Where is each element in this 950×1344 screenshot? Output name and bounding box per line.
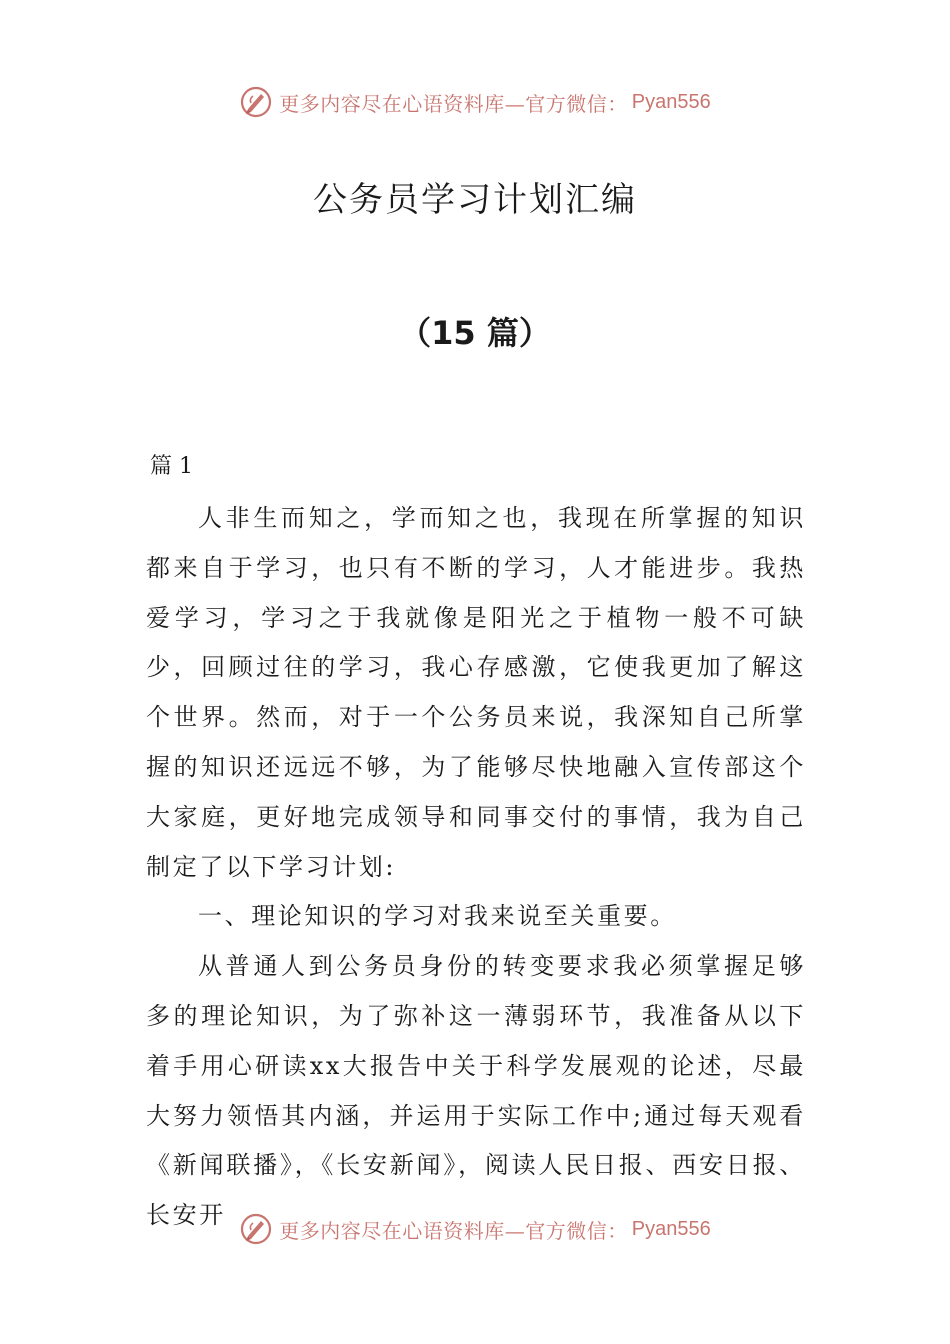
document-subtitle: （15 篇）: [399, 314, 551, 352]
body-paragraph: 从普通人到公务员身份的转变要求我必须掌握足够多的理论知识，为了弥补这一薄弱环节，我准备从以下着手用心研读xx大报告中关于科学发展观的论述，尽最大努力领悟其内涵，并运用于实际工作中;通过每天观看《新闻联播》，《长安新闻》，阅读人民日报、西安日报、长安开: [146, 952, 806, 1230]
body-paragraph: 人非生而知之，学而知之也，我现在所掌握的知识都来自于学习，也只有不断的学习，人才能进步。我热爱学习，学习之于我就像是阳光之于植物一般不可缺少，回顾过往的学习，我心存感激，它使我更加了解这个世界。然而，对于一个公务员来说，我深知自己所掌握的知识还远远不够，为了能够尽快地融入宣传部这个大家庭，更好地完成领导和同事交付的事情，我为自己制定了以下学习计划:: [146, 504, 806, 881]
watermark-wechat-id: Pyan556: [631, 1217, 711, 1240]
watermark-text: 更多内容尽在心语资料库—官方微信：: [279, 1218, 628, 1243]
watermark-wechat-id: Pyan556: [631, 90, 711, 113]
watermark-footer: [0, 1209, 950, 1249]
section-label: 篇 1: [150, 454, 193, 479]
section-heading: 一、理论知识的学习对我来说至关重要。: [198, 902, 677, 931]
document-body: [146, 446, 806, 1241]
pen-logo-icon: [239, 1212, 273, 1246]
watermark-text: 更多内容尽在心语资料库—官方微信：: [279, 91, 628, 116]
watermark-header: [0, 82, 950, 122]
document-title: 公务员学习计划汇编: [313, 180, 637, 220]
pen-logo-icon: [239, 85, 273, 119]
